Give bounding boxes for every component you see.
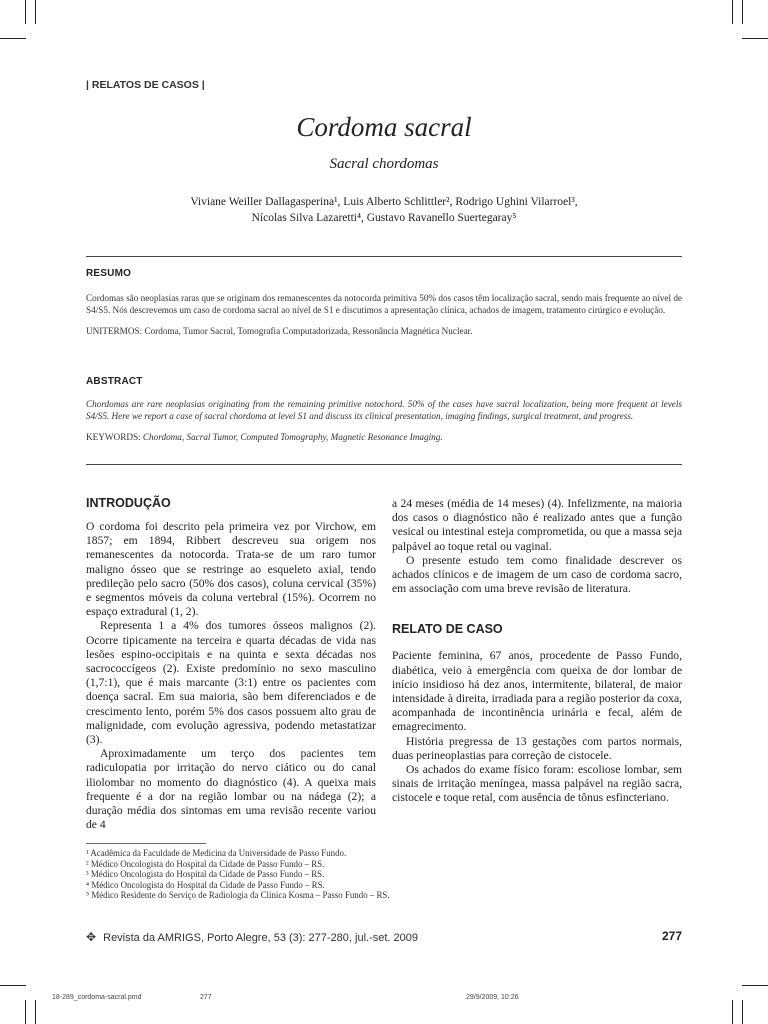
- paragraph: O cordoma foi descrito pela primeira vez por Virchow, em 1857; em 1894, Ribbert descreveu sua origem nos remanescentes da notocorda. Trata-se de um raro tumor maligno ósseo que se restringe ao esqueleto axial, tendo predileção pelo sacro (50% dos casos), coluna cervical (35%) e segmentos móveis da coluna vertebral (15%). Ocorrem no espaço extradural (1, 2).: [86, 520, 376, 619]
- resumo-text: Cordomas são neoplasias raras que se originam dos remanescentes da notocorda primitiva 50% dos casos têm localização sacral, sendo mais frequente ao nível de S4/S5. Nós descrevemos um caso de cordoma sacral ao nível de S1 e discutimos a apresentação clínica, achados de imagem, tratamento cirúrgico e evolução.: [86, 293, 682, 316]
- resumo-block: [86, 292, 682, 337]
- divider: [86, 464, 682, 465]
- footnote: ² Médico Oncologista do Hospital da Cidade de Passo Fundo – RS.: [86, 858, 325, 869]
- abstract-block: [86, 398, 682, 443]
- paragraph: Paciente feminina, 67 anos, procedente de Passo Fundo, diabética, veio à emergência com queixa de dor lombar de início insidioso há dez anos, intermitente, bilateral, de maior intensidade à direita, irradiada para a região posterior da coxa, acompanhada de incontinência urinária e fecal, além de emagrecimento.: [392, 649, 682, 734]
- introducao-heading: INTRODUÇÃO: [86, 496, 171, 510]
- right-column: [392, 497, 682, 806]
- paragraph: O presente estudo tem como finalidade descrever os achados clínicos e de imagem de um caso de cordoma sacro, em associação com uma breve revisão de literatura.: [392, 553, 682, 596]
- footnote: ⁴ Médico Oncologista do Hospital da Cidade de Passo Fundo – RS.: [86, 879, 325, 890]
- journal-ornament-icon: ✥: [86, 930, 97, 944]
- section-label: [86, 79, 205, 91]
- slug-timestamp: 29/9/2009, 10:26: [466, 994, 519, 1001]
- paragraph: História pregressa de 13 gestações com partos normais, duas perineoplastias para correção de cistocele.: [392, 734, 682, 762]
- article-subtitle: Sacral chordomas: [329, 156, 439, 172]
- section-label-text: RELATOS DE CASOS: [91, 79, 199, 91]
- resumo-keywords: UNITERMOS: Cordoma, Tumor Sacral, Tomografia Computadorizada, Ressonância Magnética Nuclear.: [86, 325, 473, 336]
- authors: [0, 194, 768, 226]
- footnote-divider: [86, 843, 206, 844]
- footnote: ³ Médico Oncologista do Hospital da Cidade de Passo Fundo – RS.: [86, 869, 325, 880]
- paragraph: Os achados do exame físico foram: escoliose lombar, sem sinais de irritação meníngea, massa palpável na região sacra, cistocele e toque retal, com ausência de tônus esfincteriano.: [392, 763, 682, 805]
- journal-footer: [86, 930, 418, 944]
- footnotes: [86, 848, 682, 901]
- divider-bar: |: [86, 79, 89, 91]
- paragraph: Representa 1 a 4% dos tumores ósseos malignos (2). Ocorre tipicamente na terceira e quarta décadas de vida nas lesões espino-occipitais e na quinta e sexta décadas nos sacrococcígeos (2). Existe predomínio no sexo masculino (1,7:1), que é mais marcante (3:1) entre os pacientes com doença sacral. Em sua maioria, são bem diferenciados e de crescimento lento, porém 5% dos casos possuem alto grau de malignidade, com evolução agressiva, podendo metastatizar (3).: [86, 619, 376, 747]
- left-column: [86, 496, 376, 832]
- slug-file-name: 18-289_cordoma-sacral.pmd: [52, 994, 142, 1001]
- footnote: ¹ Acadêmica da Faculdade de Medicina da Universidade de Passo Fundo.: [86, 848, 347, 858]
- resumo-heading: RESUMO: [86, 268, 132, 279]
- journal-citation: Revista da AMRIGS, Porto Alegre, 53 (3): 277-280, jul.-set. 2009: [103, 932, 419, 944]
- abstract-text: Chordomas are rare neoplasias originating from the remaining primitive notochord. 50% of the cases have sacral localization, being more frequent at levels S4/S5. Here we report a case of sacral chordoma at level S1 and discuss its clinical presentation, imaging findings, surgical treatment, and progress.: [86, 399, 682, 422]
- page-number: 277: [661, 929, 682, 943]
- abstract-keywords: KEYWORDS: Chordoma, Sacral Tumor, Computed Tomography, Magnetic Resonance Imaging.: [86, 431, 443, 442]
- divider-bar: |: [201, 79, 205, 91]
- relato-heading: RELATO DE CASO: [392, 622, 503, 637]
- article-title: Cordoma sacral: [296, 112, 472, 142]
- paragraph: a 24 meses (média de 14 meses) (4). Infelizmente, na maioria dos casos o diagnóstico não é realizado antes que a função vesical ou intestinal esteja comprometida, ou que a massa seja palpável ao toque retal ou vaginal.: [392, 497, 682, 553]
- divider: [86, 256, 682, 257]
- footnote: ⁵ Médico Residente do Serviço de Radiologia da Clínica Kosma – Passo Fundo – RS.: [86, 890, 390, 901]
- paragraph: Aproximadamente um terço dos pacientes tem radiculopatia por irritação do nervo ciático ou do canal iliolombar no momento do diagnóstico (4). A queixa mais frequente é a dor na região lombar ou na nádega (2); a duração média dos sintomas em uma revisão recente variou de 4: [86, 747, 376, 832]
- authors-line: Nícolas Silva Lazaretti⁴, Gustavo Ravanello Suertegaray⁵: [251, 212, 517, 224]
- abstract-heading: ABSTRACT: [86, 376, 143, 387]
- authors-line: Viviane Weiller Dallagasperina¹, Luis Alberto Schlittler², Rodrigo Ughini Vilarroel³,: [190, 196, 578, 208]
- slug-page: 277: [200, 994, 212, 1001]
